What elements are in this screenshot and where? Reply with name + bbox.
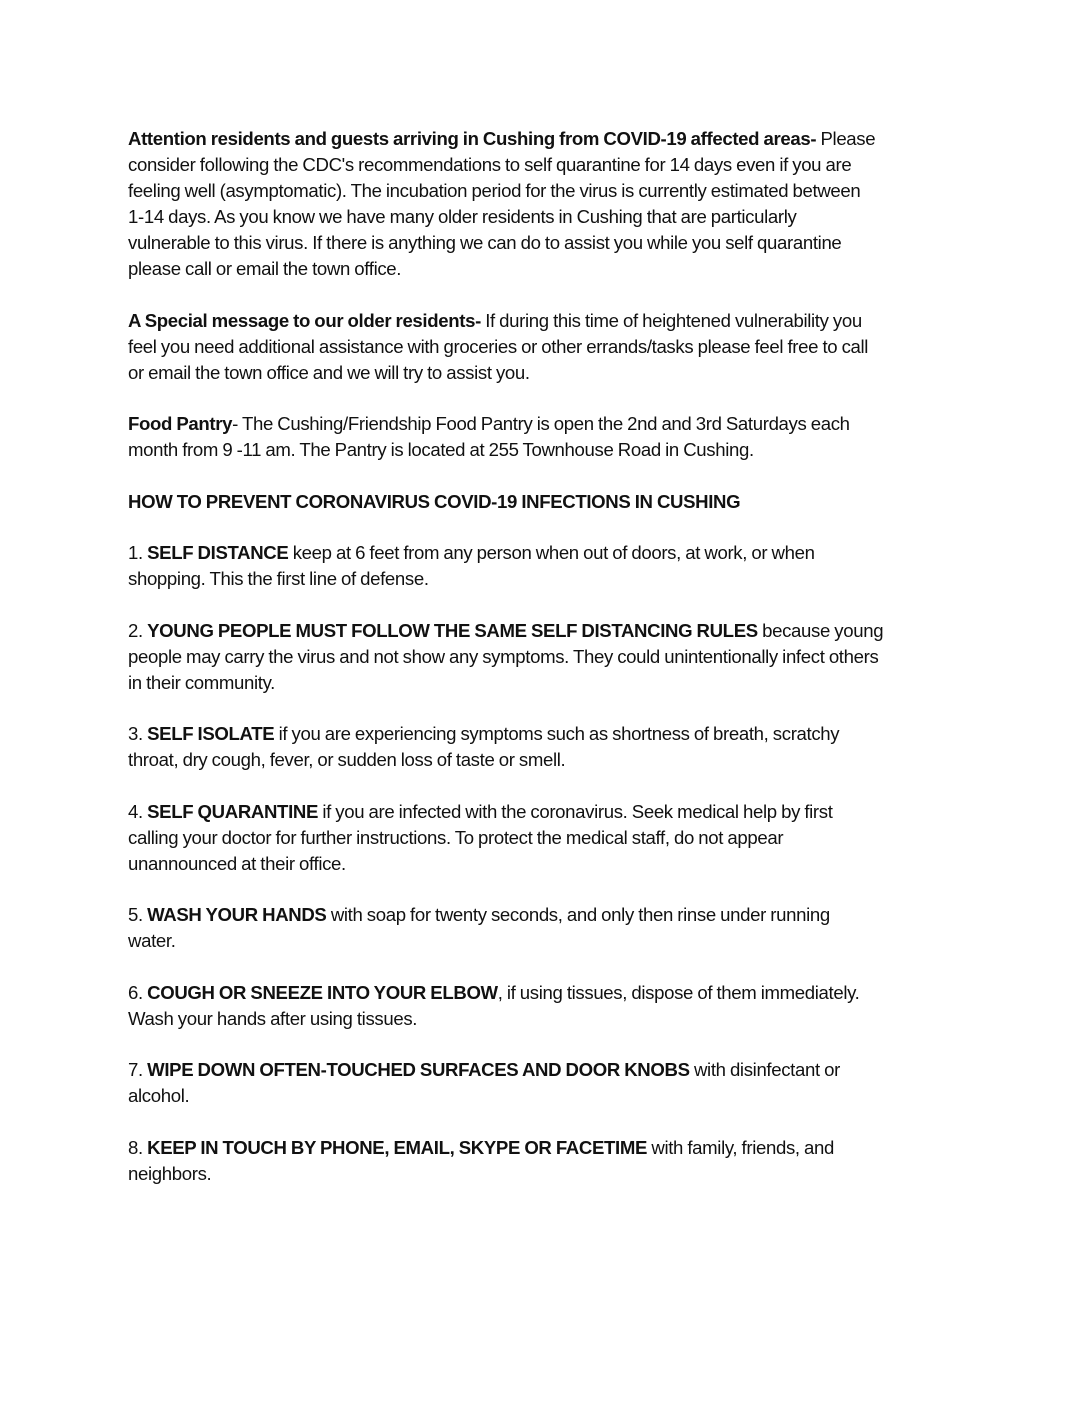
food-pantry-paragraph xyxy=(128,411,968,463)
item-title: SELF ISOLATE xyxy=(147,723,275,744)
text-line: water. xyxy=(128,930,176,951)
text-line: neighbors. xyxy=(128,1163,212,1184)
text-line xyxy=(128,902,968,928)
bold-lead: Food Pantry xyxy=(128,413,233,434)
text-line xyxy=(128,799,968,825)
text-line: consider following the CDC's recommendations to self quarantine for 14 days even if you are xyxy=(128,154,852,175)
text-line: alcohol. xyxy=(128,1085,190,1106)
line-text: with disinfectant or xyxy=(689,1059,840,1080)
bold-lead: Attention residents and guests arriving in Cushing from COVID-19 affected areas- xyxy=(128,128,817,149)
item-number: 3. xyxy=(128,723,148,744)
item-number: 7. xyxy=(128,1059,148,1080)
list-item-1 xyxy=(128,540,968,592)
list-item-5 xyxy=(128,902,968,954)
prevention-heading xyxy=(128,489,968,515)
text-line: month from 9 -11 am. The Pantry is located at 255 Townhouse Road in Cushing. xyxy=(128,439,754,460)
text-line xyxy=(128,126,968,152)
list-item-3 xyxy=(128,721,968,773)
text-line xyxy=(128,540,968,566)
item-number: 2. xyxy=(128,620,148,641)
heading-text: HOW TO PREVENT CORONAVIRUS COVID-19 INFECTIONS IN CUSHING xyxy=(128,491,741,512)
attention-notice-paragraph xyxy=(128,126,968,282)
text-line xyxy=(128,1135,968,1161)
line-text: with family, friends, and xyxy=(647,1137,835,1158)
line-text: If during this time of heightened vulnerability you xyxy=(480,310,862,331)
text-line xyxy=(128,1057,968,1083)
list-item-7 xyxy=(128,1057,968,1109)
item-number: 5. xyxy=(128,904,148,925)
list-item-8 xyxy=(128,1135,968,1187)
line-text: keep at 6 feet from any person when out of doors, at work, or when xyxy=(288,542,815,563)
text-line: unannounced at their office. xyxy=(128,853,346,874)
text-line: feeling well (asymptomatic). The incubation period for the virus is currently estimated between xyxy=(128,180,861,201)
text-line xyxy=(128,308,968,334)
item-number: 1. xyxy=(128,542,148,563)
text-line: Wash your hands after using tissues. xyxy=(128,1008,418,1029)
item-number: 8. xyxy=(128,1137,148,1158)
line-text: if you are infected with the coronavirus. Seek medical help by first xyxy=(318,801,833,822)
list-item-6 xyxy=(128,980,968,1032)
text-line xyxy=(128,411,968,437)
text-line xyxy=(128,721,968,747)
text-line: feel you need additional assistance with groceries or other errands/tasks please feel free to call xyxy=(128,336,869,357)
text-line: vulnerable to this virus. If there is anything we can do to assist you while you self quarantine xyxy=(128,232,842,253)
item-title: WASH YOUR HANDS xyxy=(147,904,327,925)
text-line: shopping. This the first line of defense. xyxy=(128,568,429,589)
text-line: or email the town office and we will try to assist you. xyxy=(128,362,530,383)
item-title: YOUNG PEOPLE MUST FOLLOW THE SAME SELF DISTANCING RULES xyxy=(147,620,758,641)
line-text: , if using tissues, dispose of them immediately. xyxy=(497,982,860,1003)
text-line: calling your doctor for further instructions. To protect the medical staff, do not appear xyxy=(128,827,784,848)
text-line: in their community. xyxy=(128,672,276,693)
older-residents-paragraph xyxy=(128,308,968,386)
text-line: throat, dry cough, fever, or sudden loss of taste or smell. xyxy=(128,749,566,770)
text-line: 1-14 days. As you know we have many older residents in Cushing that are particularly xyxy=(128,206,797,227)
line-text: because young xyxy=(757,620,884,641)
text-line xyxy=(128,980,968,1006)
item-title: COUGH OR SNEEZE INTO YOUR ELBOW xyxy=(147,982,498,1003)
line-text: Please xyxy=(816,128,876,149)
text-line xyxy=(128,618,968,644)
item-number: 4. xyxy=(128,801,148,822)
item-title: KEEP IN TOUCH BY PHONE, EMAIL, SKYPE OR FACETIME xyxy=(147,1137,648,1158)
item-title: WIPE DOWN OFTEN-TOUCHED SURFACES AND DOOR KNOBS xyxy=(147,1059,690,1080)
text-line: people may carry the virus and not show any symptoms. They could unintentionally infect others xyxy=(128,646,879,667)
bold-lead: A Special message to our older residents- xyxy=(128,310,481,331)
line-text: with soap for twenty seconds, and only then rinse under running xyxy=(326,904,830,925)
text-line: please call or email the town office. xyxy=(128,258,402,279)
heading-line xyxy=(128,489,968,515)
line-text: - The Cushing/Friendship Food Pantry is open the 2nd and 3rd Saturdays each xyxy=(232,413,850,434)
list-item-2 xyxy=(128,618,968,696)
line-text: if you are experiencing symptoms such as shortness of breath, scratchy xyxy=(274,723,840,744)
list-item-4 xyxy=(128,799,968,877)
item-title: SELF QUARANTINE xyxy=(147,801,319,822)
item-number: 6. xyxy=(128,982,148,1003)
item-title: SELF DISTANCE xyxy=(147,542,289,563)
